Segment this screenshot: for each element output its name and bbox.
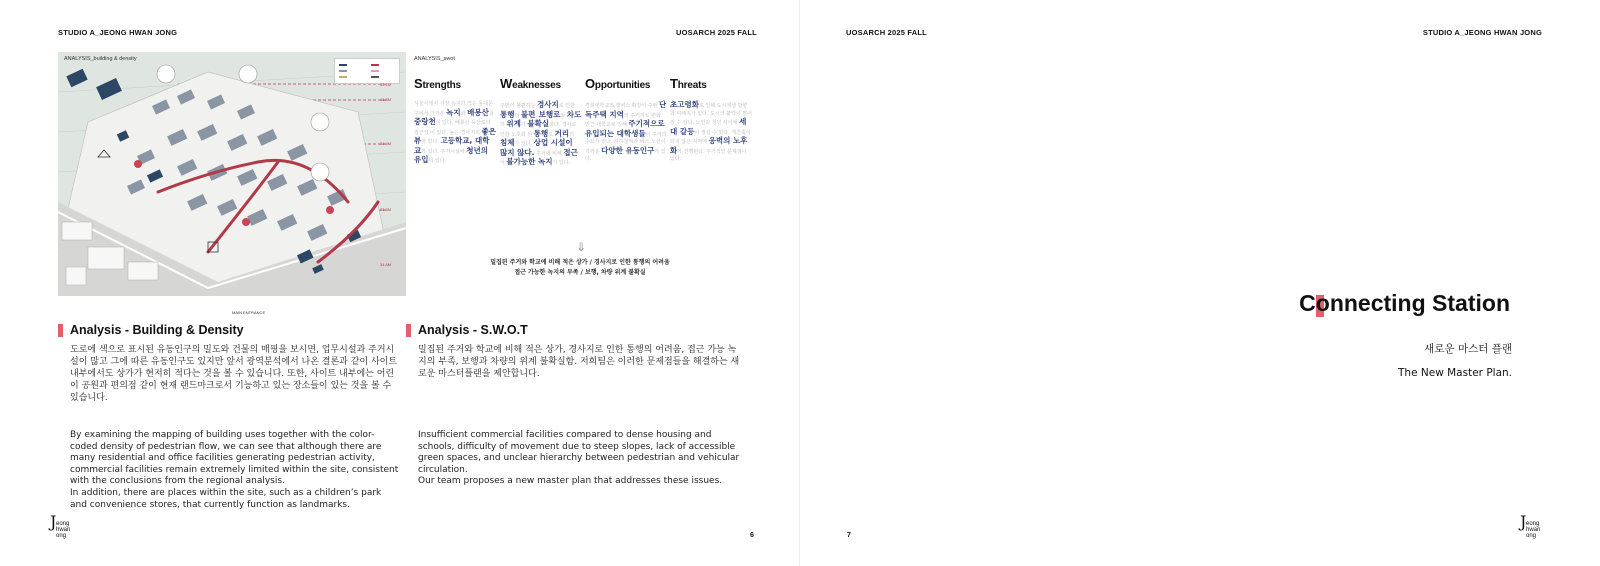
section-body-korean: 밀집된 주거와 학교에 비해 적은 상가, 경사지로 인한 통행의 어려움, 접근 가능 녹지의 부족, 보행과 차량의 위계 불확실함. 저희팀은 이러한 문제점들을 해결하는 새로운 마스터플랜을 제안합니다. xyxy=(418,345,740,379)
swot-heading: Weaknesses xyxy=(500,76,561,91)
header-studio: STUDIO A_JEONG HWAN JONG xyxy=(1422,28,1542,37)
section-body-korean: 도로에 색으로 표시된 유동인구의 밀도와 건물의 매핑을 보시면, 업무시설과 주거시설이 많고 그에 따른 유동인구도 있지만 앞서 광역분석에서 나온 결론과 같이 사이트 내부에서도 상가가 현저히 적다는 것을 볼 수 있습니다. 또한, 사이트 내부에는 어린이 공원과 편의점 같이 현재 랜드마크로서 기능하고 있는 장소들이 있는 것을 볼 수 있습니다. xyxy=(70,345,398,403)
swot-summary xyxy=(440,258,720,278)
accent-bar xyxy=(58,324,63,337)
level-label: 35.3M xyxy=(380,207,392,212)
jhj-logo: J eong hwan ong xyxy=(1520,512,1541,539)
accent-bar xyxy=(406,324,411,337)
swot-heading: Strengths xyxy=(414,76,461,91)
header-course: UOSARCH 2025 FALL xyxy=(676,28,757,37)
subtitle-english: The New Master Plan. xyxy=(1398,367,1512,379)
right-page xyxy=(800,0,1600,566)
swot-tag: ANALYSIS_swot xyxy=(414,56,455,62)
page-title: Connecting Station xyxy=(1299,290,1510,316)
swot-summary-line: 밀집된 주거와 학교에 비해 적은 상가 / 경사지로 인한 통행의 어려움 xyxy=(490,259,670,266)
level-label: 38.4M xyxy=(380,141,392,146)
axonometric-site-drawing xyxy=(58,52,406,296)
header-course: UOSARCH 2025 FALL xyxy=(846,28,927,37)
swot-threats xyxy=(670,76,752,164)
swot-text: 서울시에서 가장 녹지가 적은 동대문구에서 가까운 녹지과 배봉산과 중랑천이 있다. 배봉산 등산로의 접근성 이 있다. 높은 경사지의 좋은 뷰가 있다. 고등학교, 대학교가 있다. 주거시설에 청년의 유입이 있다. xyxy=(414,101,496,164)
section-title-building-density: Analysis - Building & Density xyxy=(70,323,244,337)
main-entrance-label: MAIN ENTRANCE xyxy=(232,310,266,315)
figure-title: ANALYSIS_building & density xyxy=(64,56,137,62)
swot-opportunities xyxy=(585,76,667,164)
swot-weaknesses xyxy=(500,76,582,168)
level-label: 34.8M xyxy=(380,262,392,267)
subtitle-korean: 새로운 마스터 플랜 xyxy=(1424,343,1512,355)
swot-heading: Opportunities xyxy=(585,76,651,91)
figure-legend xyxy=(334,58,400,84)
swot-text: 경희대학교의 캠퍼스 확장이 주변 단독주택 지역의 주거지로 변화. 인근 대학교로 인해 주기적으로 유입되는 대학생들이 주거의 수요가 있다. 지하철역과 버스 노선이 가까운 다양한 유동인구가 있다. xyxy=(585,100,667,162)
level-label: 46.8M xyxy=(380,97,392,102)
page-number: 7 xyxy=(847,532,851,539)
swot-heading: Threats xyxy=(670,76,707,91)
section-body-english: By examining the mapping of building uses together with the color-coded density of pedestrian flow, we can see that although there are many residential and office facilities generating pedestrian activity, commercial facilities remain extremely limited within the site, consistent with the conclusions from the regional analysis. In addition, there are places within the site, such as a children’s park and convenience stores, that currently function as landmarks. xyxy=(70,430,399,510)
header-studio: STUDIO A_JEONG HWAN JONG xyxy=(58,28,178,37)
jhj-logo: J eong hwan ong xyxy=(50,512,71,539)
page-number: 6 xyxy=(750,532,754,539)
down-arrow-icon: ⇓ xyxy=(576,240,587,254)
swot-strengths xyxy=(414,76,496,166)
building-density-diagram xyxy=(58,52,406,315)
section-title-swot: Analysis - S.W.O.T xyxy=(418,323,528,337)
level-label: 55.1M xyxy=(380,82,392,87)
swot-text: 초고령화로 인해 도시재생 방향과 미래지가 있다. 도시의 활력이 떨어질 수 있다. 노인과 청년 사이에 세대 갈등이 생길 수 있다. 재건축이 되지 않은 지역에 옹벽의 노후화가 진행된다. 주거적인 문제점이 있다. xyxy=(670,100,752,162)
swot-text: 주민이 불편하는 경사지로 인한 통행의 불편. 보행로와 차도의 위계가 불확실하다. 경사로 인한 노후화 된 통행로 거리의 침체가 있다. 상업 시설이 많지 않다. 주거에 비해 접근이 불가능한 녹지가 있다. xyxy=(500,100,582,166)
section-body-english: Insufficient commercial facilities compared to dense housing and schools, difficulty of movement due to steep slopes, lack of accessible green spaces, and unclear hierarchy between pedestrian and vehicular circulation. Our team proposes a new master plan that addresses these issues. xyxy=(418,430,740,487)
swot-summary-line: 접근 가능한 녹지의 부족 / 보행, 차량 위계 불확실 xyxy=(514,269,646,276)
